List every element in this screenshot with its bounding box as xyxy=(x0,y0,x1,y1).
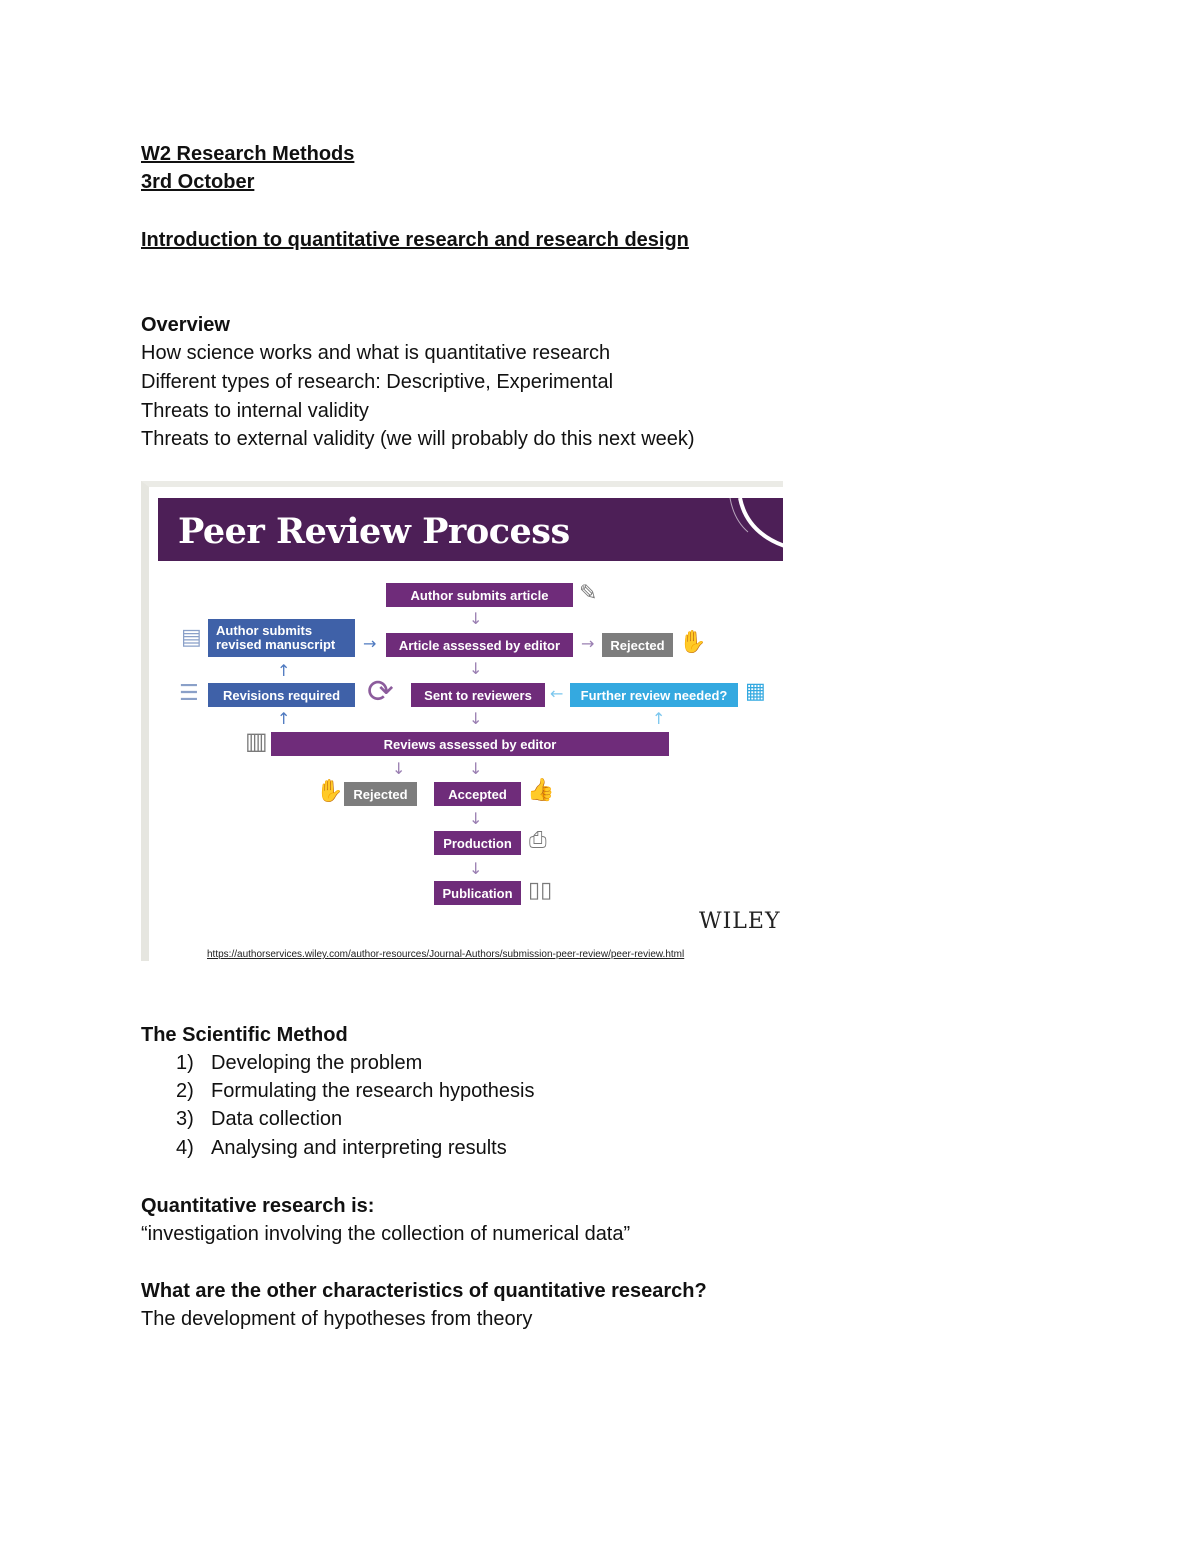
step-number: 4) xyxy=(176,1137,194,1159)
box-sent-to-reviewers: Sent to reviewers xyxy=(411,683,545,707)
arrow-down-icon: ↓ xyxy=(392,759,406,778)
overview-item: Threats to external validity (we will probably do this next week) xyxy=(141,428,695,450)
arrow-right-icon: → xyxy=(581,634,595,653)
arrow-down-icon: ↓ xyxy=(469,609,483,628)
step-number: 2) xyxy=(176,1080,194,1102)
scientific-method-heading: The Scientific Method xyxy=(141,1024,348,1046)
peer-review-slide xyxy=(141,481,783,961)
overview-heading: Overview xyxy=(141,314,230,336)
stop-hand-icon: ✋ xyxy=(679,630,707,655)
box-rejected-bottom: Rejected xyxy=(344,782,417,806)
document-pen-icon: ✎ xyxy=(579,581,598,606)
box-author-submits: Author submits article xyxy=(386,583,573,607)
arrow-down-icon: ↓ xyxy=(469,759,483,778)
review-cycle-icon: ⟳ xyxy=(367,672,394,710)
wiley-logo: WILEY xyxy=(699,909,781,934)
box-further-review: Further review needed? xyxy=(570,683,738,707)
arrow-left-icon: ← xyxy=(550,684,564,703)
box-publication: Publication xyxy=(434,881,521,905)
box-production: Production xyxy=(434,831,521,855)
step-number: 1) xyxy=(176,1052,194,1074)
printer-icon: ⎙ xyxy=(529,828,547,853)
book-icon: ▯▯ xyxy=(528,878,553,903)
slide-title: Peer Review Process xyxy=(178,511,570,552)
characteristics-text: The development of hypotheses from theory xyxy=(141,1308,533,1330)
quantitative-definition: “investigation involving the collection of numerical data” xyxy=(141,1223,631,1245)
box-revised-manuscript xyxy=(208,619,355,657)
step-text: Formulating the research hypothesis xyxy=(211,1080,535,1102)
box-revised-line1: Author submits xyxy=(216,623,313,638)
document-icon: ▤ xyxy=(181,625,202,650)
box-reviews-assessed: Reviews assessed by editor xyxy=(271,732,669,756)
step-text: Data collection xyxy=(211,1108,343,1130)
network-icon: ▦ xyxy=(745,679,766,704)
course-title: W2 Research Methods xyxy=(141,143,355,165)
arrow-right-icon: → xyxy=(363,634,377,653)
arrow-down-icon: ↓ xyxy=(469,709,483,728)
step-text: Developing the problem xyxy=(211,1052,423,1074)
stop-hand-icon: ✋ xyxy=(316,779,344,804)
overview-item: How science works and what is quantitative research xyxy=(141,342,611,364)
box-revisions-required: Revisions required xyxy=(208,683,355,707)
overview-item: Different types of research: Descriptive, Experimental xyxy=(141,371,614,393)
arrow-up-icon: ↑ xyxy=(652,709,666,728)
arrow-up-icon: ↑ xyxy=(277,709,291,728)
lecture-date: 3rd October xyxy=(141,171,255,193)
arrow-down-icon: ↓ xyxy=(469,809,483,828)
arrow-down-icon: ↓ xyxy=(469,659,483,678)
method-step xyxy=(176,1105,342,1133)
checklist-icon: ☰ xyxy=(179,681,199,706)
arrow-down-icon: ↓ xyxy=(469,859,483,878)
thumbs-up-icon: 👍 xyxy=(527,778,555,803)
step-text: Analysing and interpreting results xyxy=(211,1137,507,1159)
characteristics-heading: What are the other characteristics of quantitative research? xyxy=(141,1280,707,1302)
method-step xyxy=(176,1049,422,1077)
overview-item: Threats to internal validity xyxy=(141,400,369,422)
lecture-topic: Introduction to quantitative research and research design xyxy=(141,229,689,251)
arrow-up-icon: ↑ xyxy=(277,661,291,680)
method-step xyxy=(176,1077,535,1105)
box-revised-line2: revised manuscript xyxy=(216,637,336,652)
method-step xyxy=(176,1134,507,1162)
quantitative-heading: Quantitative research is: xyxy=(141,1195,375,1217)
clipboard-icon: ▥ xyxy=(245,727,268,755)
step-number: 3) xyxy=(176,1108,194,1130)
box-rejected-top: Rejected xyxy=(602,633,673,657)
source-link[interactable]: https://authorservices.wiley.com/author-resources/Journal-Authors/submission-peer-review/peer-review.html xyxy=(207,949,685,960)
box-accepted: Accepted xyxy=(434,782,521,806)
box-assessed-by-editor: Article assessed by editor xyxy=(386,633,573,657)
